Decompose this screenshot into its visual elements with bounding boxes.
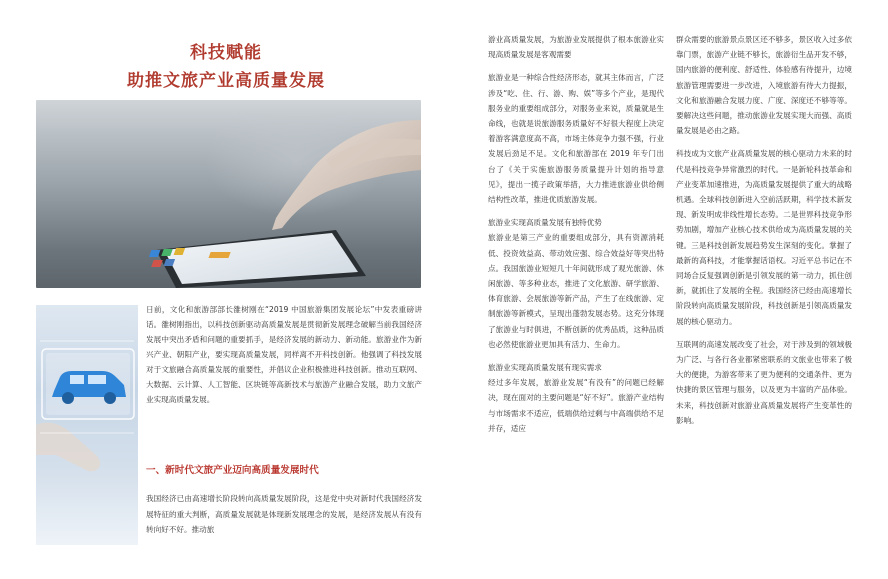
article-title-line1: 科技赋能 [190,43,262,63]
column-right [676,32,852,436]
section-heading-1: 一、新时代文旅产业迈向高质量发展时代 [146,465,319,476]
col2-subheading-demand: 旅游业实现高质量发展有现实需求 [488,363,602,373]
hero-illustration [36,100,421,288]
col3-paragraph-2: 科技成为文旅产业高质量发展的核心驱动力未来的时代是科技竞争异常激烈的时代。一是新轮科技革命和产业变革加速推进，为高质量发展提供了重大的战略机遇。全球科技创新进入空前活跃期，科学技术新发现、新发明成非线性增长态势。二是世界科技竞争形势加剧，增加产业核心技术供给成为高质量发展的关键。三是科技创新发展趋势发生深刻的变化。掌握了最新的高科技，才能掌握话语权。习近平总书记在不同场合反复强调创新是引领发展的第一动力，抓住创新，就抓住了发展的全程。我国经济已经由高速增长阶段转向高质量发展阶段，科技创新是引领高质量发展的核心驱动力。 [676,149,852,326]
car-hologram-illustration [36,305,138,545]
side-image-car-hologram [36,305,138,545]
col2-paragraph-1: 游业高质量发展，为旅游业发展提供了根本旅游业实现高质量发展是客观需要 [488,35,664,60]
col2-paragraph-4 [488,360,664,436]
col3-paragraph-3: 互联网的高速发展改变了社会，对于涉及到的领域极为广泛、与各行各业都紧密联系的文旅业也带来了极大的便捷，为游客带来了更为便利的交通条件、更为快捷的景区管理与服务，以及更为丰富的产品体验。未来，科技创新对旅游业高质量发展将产生变革性的影响。 [676,339,852,425]
intro-paragraph: 日前，文化和旅游部部长雒树刚在“2019 中国旅游集团发展论坛”中发表重磅讲话。雒树刚指出，以科技创新驱动高质量发展是贯彻新发展理念破解当前我国经济发展中突出矛盾和问题的重要抓手，是经济发展的新动力、新动能。旅游业作为新兴产业、朝阳产业，要实现高质量发展，同样离不开科技创新。他强调了科技发展对于文旅融合高质量发展的重要性，并倡议企业积极推进科技创新。推动互联网、大数据、云计算、人工智能、区块链等高新技术与旅游产业融合发展，助力文旅产业实现高质量发展。 [146,305,422,404]
col2-paragraph-2: 旅游业是一种综合性经济形态，就其主体而言，广泛涉及“吃、住、行、游、购、娱”等多个产业，是现代服务业的重要组成部分，对服务业来说，质量就是生命线，也就是说旅游服务质量好不好很大程度上决定着游客满意度高不高，市场主体竞争力强不强，行业发展后劲足不足。文化和旅游部在 2019 年专门出台了《关于实施旅游服务质量提升计划的指导意见》，提出一揽子政策举措，大力推进旅游业供给侧结构性改革，推进优质旅游发展。 [488,73,664,205]
column-middle [488,32,664,444]
col2-subheading-advantage: 旅游业实现高质量发展有独特优势 [488,218,602,228]
col2-paragraph-3 [488,215,664,352]
col2-paragraph-3-body: 旅游业是第三产业的重要组成部分，具有资源消耗低、投资效益高、带动效应强、综合效益好等突出特点。我国旅游业短短几十年间就形成了观光旅游、休闲旅游、等多种业态，推进了文化旅游、研学旅游、体育旅游、会展旅游等新产品，产生了在线旅游、定制旅游等新模式，呈现出蓬勃发展态势。这充分体现了旅游业与时俱进，不断创新的优秀品质，这种品质也必然使旅游业更加具有活力、生命力。 [488,233,664,349]
section1-paragraph: 我国经济已由高速增长阶段转向高质量发展阶段，这是党中央对新时代我国经济发展特征的重大判断，高质量发展就是体现新发展理念的发展，是经济发展从有没有转向好不好。推动旅 [146,494,422,534]
article-title-line2: 助推文旅产业高质量发展 [127,71,325,91]
col2-paragraph-4-body: 经过多年发展，旅游业发展“有没有”的问题已经解决，现在面对的主要问题是“好不好”。旅游产业结构与市场需求不适应，低端供给过剩与中高端供给不足并存，适应 [488,378,664,433]
col3-paragraph-1: 群众需要的旅游景点景区还不够多，景区收入过多依靠门票，旅游产业链不够长，旅游衍生品开发不够，国内旅游的便利度、舒适性、体验感有待提升，边境旅游管理需要进一步改进，入境旅游有待大力提振，文化和旅游融合发展力度、广度、深度还不够等等。要解决这些问题，推动旅游业发展实现大而强、高质量发展是必由之路。 [676,35,852,136]
hero-image-tablet-touch [36,100,421,288]
